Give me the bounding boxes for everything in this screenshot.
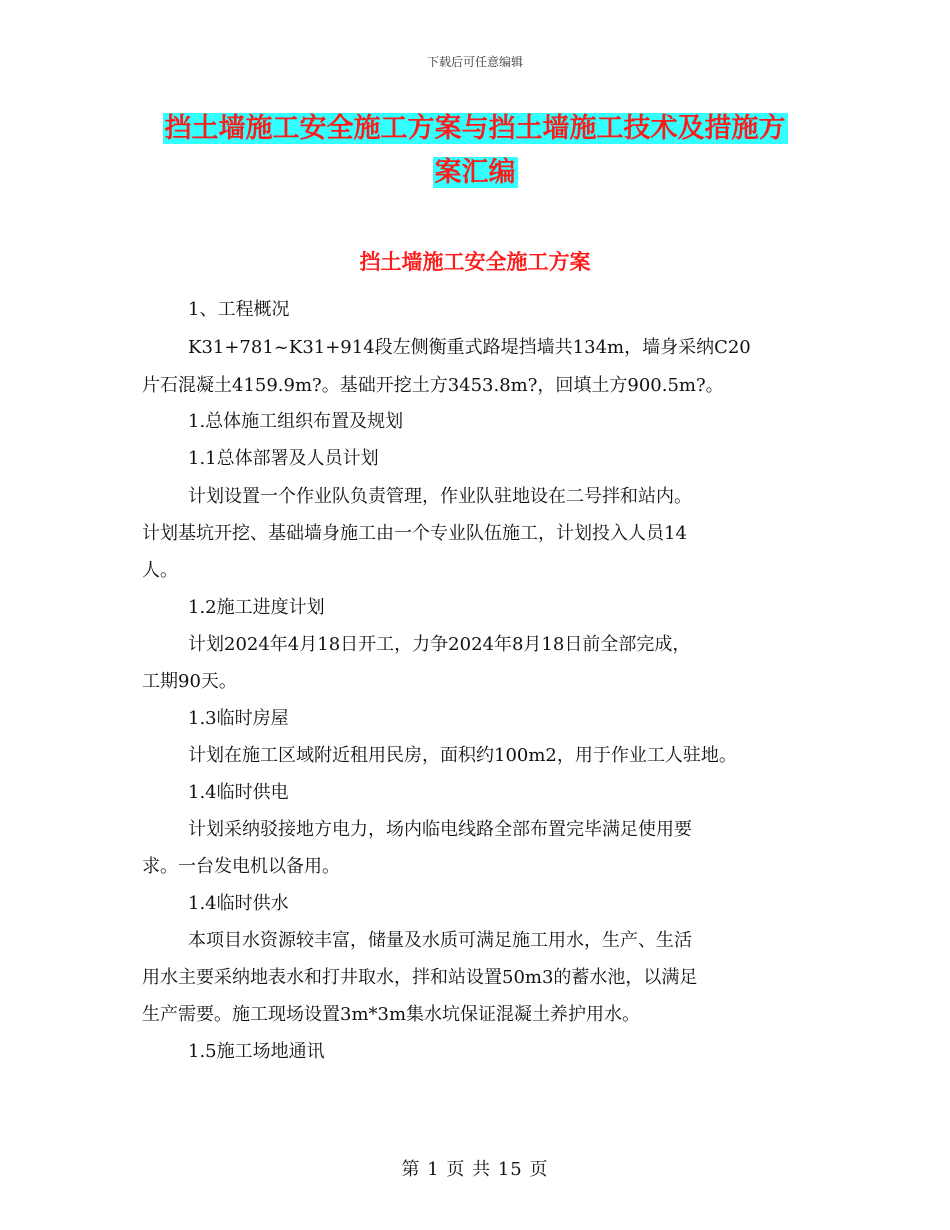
paragraph-line: 本项目水资源较丰富，储量及水质可满足施工用水，生产、生活: [188, 930, 692, 951]
paragraph-line: 片石混凝土4159.9m?。基础开挖土方3453.8m?，回填土方900.5m?。: [142, 375, 724, 396]
heading-overall-organization: 1.总体施工组织布置及规划: [188, 411, 404, 432]
document-title-line-1: [0, 108, 950, 150]
heading-project-overview: 1、工程概况: [188, 299, 290, 320]
heading-site-communication: 1.5施工场地通讯: [188, 1041, 325, 1062]
heading-deployment-personnel: 1.1总体部署及人员计划: [188, 448, 379, 469]
paragraph-line: 计划采纳驳接地方电力，场内临电线路全部布置完毕满足使用要: [188, 819, 692, 840]
paragraph-line: 求。一台发电机以备用。: [142, 856, 340, 877]
heading-temporary-power: 1.4临时供电: [188, 782, 289, 803]
paragraph-line: 生产需要。施工现场设置3m*3m集水坑保证混凝土养护用水。: [142, 1004, 641, 1025]
paragraph-line: 用水主要采纳地表水和打井取水，拌和站设置50m3的蓄水池，以满足: [142, 967, 698, 988]
heading-temporary-water: 1.4临时供水: [188, 893, 289, 914]
document-title-text-1: 挡土墙施工安全施工方案与挡土墙施工技术及措施方: [164, 113, 786, 144]
paragraph-line: 计划设置一个作业队负责管理，作业队驻地设在二号拌和站内。: [188, 486, 692, 507]
paragraph-line: 计划2024年4月18日开工，力争2024年8月18日前全部完成，: [188, 634, 691, 655]
document-title-text-2: 案汇编: [434, 157, 516, 188]
paragraph-line: 计划基坑开挖、基础墙身施工由一个专业队伍施工，计划投入人员14: [142, 523, 687, 544]
page-footer: 第 1 页 共 15 页: [401, 1159, 549, 1180]
document-title-line-2: [0, 152, 950, 194]
paragraph-line: K31+781~K31+914段左侧衡重式路堤挡墙共134m，墙身采纳C20: [188, 337, 751, 358]
paragraph-line: 人。: [142, 560, 178, 581]
section-heading: 挡土墙施工安全施工方案: [359, 249, 591, 274]
heading-temporary-housing: 1.3临时房屋: [188, 708, 289, 729]
paragraph-line: 工期90天。: [142, 671, 237, 692]
header-note: 下载后可任意编辑: [426, 55, 523, 69]
heading-schedule: 1.2施工进度计划: [188, 597, 325, 618]
paragraph-line: 计划在施工区域附近租用民房，面积约100m2，用于作业工人驻地。: [188, 745, 737, 766]
